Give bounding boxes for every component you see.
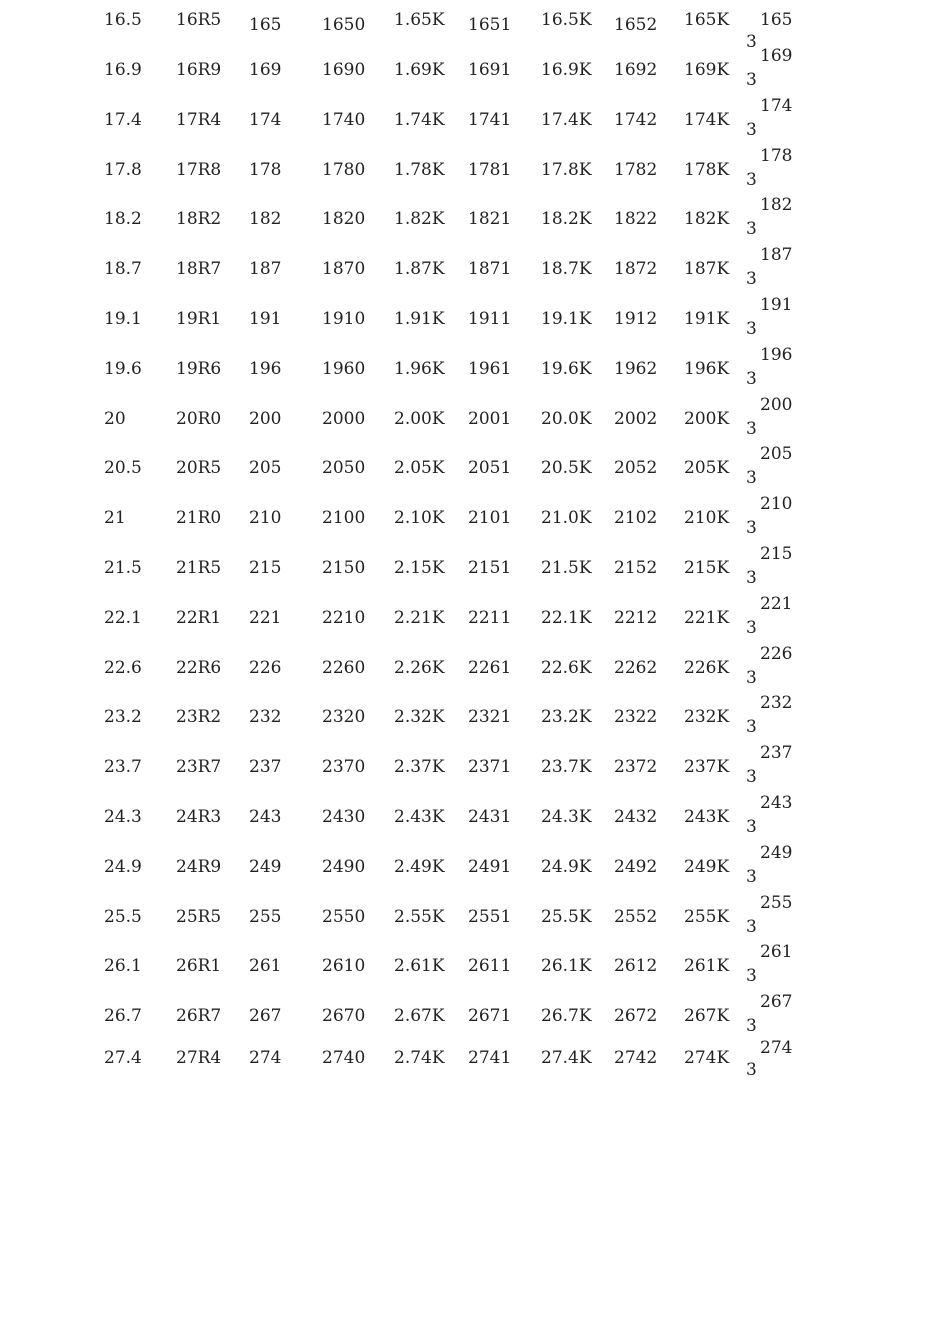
cell-col-1: 21 <box>104 508 126 529</box>
cell-col-2: 17R8 <box>176 159 222 180</box>
cell-col-11: 3 <box>746 368 757 389</box>
cell-col-2: 23R2 <box>176 707 222 728</box>
cell-col-2: 27R4 <box>176 1048 222 1068</box>
cell-col-3: 187 <box>249 259 282 280</box>
cell-col-8: 1912 <box>614 309 658 329</box>
cell-col-7: 16.9K <box>541 60 592 80</box>
cell-col-6: 2101 <box>468 508 512 529</box>
cell-col-9: 191K <box>684 309 730 329</box>
cell-col-5: 1.69K <box>394 60 445 80</box>
cell-col-4: 2100 <box>322 508 366 529</box>
table-row <box>0 496 950 546</box>
cell-col-10: 215 <box>760 544 793 564</box>
cell-col-11: 3 <box>746 1016 757 1037</box>
cell-col-11: 3 <box>746 617 757 638</box>
table-row <box>0 394 950 447</box>
cell-col-11: 3 <box>746 119 757 140</box>
cell-col-3: 174 <box>249 109 282 130</box>
table-row <box>0 593 950 646</box>
cell-col-6: 2001 <box>468 408 512 429</box>
cell-col-5: 2.21K <box>394 607 445 628</box>
cell-col-11: 3 <box>746 568 757 588</box>
table-row <box>0 994 950 1044</box>
cell-col-5: 2.61K <box>394 956 445 977</box>
cell-col-4: 2550 <box>322 906 366 927</box>
cell-col-2: 20R5 <box>176 458 222 479</box>
cell-col-3: 261 <box>249 956 282 977</box>
cell-col-2: 17R4 <box>176 109 222 130</box>
cell-col-8: 2102 <box>614 508 658 529</box>
cell-col-2: 26R1 <box>176 956 222 977</box>
cell-col-2: 22R1 <box>176 607 222 628</box>
cell-col-3: 196 <box>249 358 282 379</box>
cell-col-6: 1691 <box>468 60 512 80</box>
cell-col-2: 24R3 <box>176 807 222 827</box>
cell-col-5: 2.32K <box>394 707 445 728</box>
cell-col-4: 2150 <box>322 558 366 578</box>
cell-col-8: 2002 <box>614 408 658 429</box>
cell-col-7: 16.5K <box>541 10 592 30</box>
cell-col-3: 215 <box>249 558 282 578</box>
cell-col-9: 200K <box>684 408 730 429</box>
cell-col-10: 237 <box>760 743 793 764</box>
cell-col-2: 16R9 <box>176 60 222 80</box>
cell-col-1: 21.5 <box>104 558 142 578</box>
cell-col-7: 21.5K <box>541 558 592 578</box>
cell-col-2: 22R6 <box>176 657 222 678</box>
cell-col-8: 1782 <box>614 159 658 180</box>
cell-col-3: 226 <box>249 657 282 678</box>
cell-col-6: 2371 <box>468 757 512 778</box>
cell-col-10: 210 <box>760 494 793 515</box>
cell-col-7: 24.3K <box>541 807 592 827</box>
cell-col-6: 2491 <box>468 856 512 877</box>
cell-col-6: 2671 <box>468 1006 512 1027</box>
cell-col-8: 2322 <box>614 707 658 728</box>
cell-col-4: 2050 <box>322 458 366 479</box>
cell-col-1: 16.9 <box>104 60 142 80</box>
cell-col-6: 2321 <box>468 707 512 728</box>
cell-col-3: 237 <box>249 757 282 778</box>
table-row <box>0 795 950 845</box>
cell-col-5: 1.78K <box>394 159 445 180</box>
cell-col-5: 2.10K <box>394 508 445 529</box>
cell-col-4: 2260 <box>322 657 366 678</box>
cell-col-8: 2262 <box>614 657 658 678</box>
cell-col-11: 3 <box>746 70 757 90</box>
cell-col-7: 21.0K <box>541 508 592 529</box>
cell-col-3: 178 <box>249 159 282 180</box>
cell-col-11: 3 <box>746 1060 757 1075</box>
cell-col-6: 2741 <box>468 1048 512 1068</box>
cell-col-2: 19R1 <box>176 309 222 329</box>
cell-col-4: 1910 <box>322 309 366 329</box>
cell-col-5: 2.43K <box>394 807 445 827</box>
cell-col-5: 1.82K <box>394 209 445 230</box>
cell-col-5: 1.74K <box>394 109 445 130</box>
cell-col-6: 1871 <box>468 259 512 280</box>
cell-col-3: 243 <box>249 807 282 827</box>
cell-col-8: 2212 <box>614 607 658 628</box>
cell-col-2: 21R5 <box>176 558 222 578</box>
cell-col-4: 2430 <box>322 807 366 827</box>
cell-col-9: 261K <box>684 956 730 977</box>
cell-col-9: 174K <box>684 109 730 130</box>
cell-col-1: 27.4 <box>104 1048 142 1068</box>
cell-col-8: 1692 <box>614 60 658 80</box>
cell-col-8: 1742 <box>614 109 658 130</box>
cell-col-5: 2.00K <box>394 408 445 429</box>
cell-col-7: 19.1K <box>541 309 592 329</box>
cell-col-4: 1650 <box>322 15 366 35</box>
cell-col-1: 20.5 <box>104 458 142 479</box>
cell-col-9: 169K <box>684 60 730 80</box>
cell-col-8: 2742 <box>614 1048 658 1068</box>
cell-col-7: 22.1K <box>541 607 592 628</box>
cell-col-6: 1961 <box>468 358 512 379</box>
cell-col-10: 249 <box>760 842 793 863</box>
cell-col-6: 1741 <box>468 109 512 130</box>
cell-col-4: 1690 <box>322 60 366 80</box>
cell-col-4: 2740 <box>322 1048 366 1068</box>
cell-col-1: 19.6 <box>104 358 142 379</box>
cell-col-4: 1740 <box>322 109 366 130</box>
cell-col-4: 2610 <box>322 956 366 977</box>
cell-col-1: 25.5 <box>104 906 142 927</box>
cell-col-10: 226 <box>760 643 793 664</box>
table-row <box>0 842 950 895</box>
cell-col-4: 1870 <box>322 259 366 280</box>
cell-col-5: 2.37K <box>394 757 445 778</box>
cell-col-1: 26.7 <box>104 1006 142 1027</box>
cell-col-7: 23.2K <box>541 707 592 728</box>
cell-col-1: 18.2 <box>104 209 142 230</box>
cell-col-4: 1820 <box>322 209 366 230</box>
cell-col-6: 1781 <box>468 159 512 180</box>
cell-col-9: 205K <box>684 458 730 479</box>
cell-col-11: 3 <box>746 767 757 788</box>
cell-col-11: 3 <box>746 169 757 190</box>
cell-col-8: 2612 <box>614 956 658 977</box>
cell-col-1: 24.3 <box>104 807 142 827</box>
cell-col-11: 3 <box>746 32 757 52</box>
cell-col-6: 2211 <box>468 607 512 628</box>
cell-col-10: 274 <box>760 1038 793 1058</box>
cell-col-11: 3 <box>746 269 757 290</box>
cell-col-9: 243K <box>684 807 730 827</box>
cell-col-4: 1960 <box>322 358 366 379</box>
cell-col-11: 3 <box>746 966 757 987</box>
cell-col-10: 165 <box>760 10 793 30</box>
cell-col-1: 17.8 <box>104 159 142 180</box>
table-row <box>0 892 950 945</box>
table-row <box>0 446 950 496</box>
cell-col-3: 221 <box>249 607 282 628</box>
cell-col-4: 2320 <box>322 707 366 728</box>
cell-col-7: 23.7K <box>541 757 592 778</box>
cell-col-5: 1.87K <box>394 259 445 280</box>
cell-col-9: 196K <box>684 358 730 379</box>
cell-col-3: 249 <box>249 856 282 877</box>
cell-col-6: 1911 <box>468 309 512 329</box>
cell-col-6: 2431 <box>468 807 512 827</box>
table-row <box>0 643 950 696</box>
cell-col-6: 1651 <box>468 15 512 35</box>
cell-col-1: 26.1 <box>104 956 142 977</box>
cell-col-10: 221 <box>760 593 793 614</box>
cell-col-11: 3 <box>746 717 757 738</box>
cell-col-11: 3 <box>746 866 757 887</box>
cell-col-8: 2492 <box>614 856 658 877</box>
cell-col-1: 16.5 <box>104 10 142 30</box>
cell-col-9: 187K <box>684 259 730 280</box>
cell-col-10: 243 <box>760 793 793 813</box>
cell-col-9: 221K <box>684 607 730 628</box>
cell-col-7: 18.7K <box>541 259 592 280</box>
cell-col-1: 23.2 <box>104 707 142 728</box>
cell-col-9: 274K <box>684 1048 730 1068</box>
cell-col-9: 267K <box>684 1006 730 1027</box>
cell-col-7: 25.5K <box>541 906 592 927</box>
table-row <box>0 247 950 297</box>
cell-col-10: 191 <box>760 295 793 315</box>
cell-col-7: 27.4K <box>541 1048 592 1068</box>
cell-col-8: 2372 <box>614 757 658 778</box>
cell-col-8: 2152 <box>614 558 658 578</box>
cell-col-3: 200 <box>249 408 282 429</box>
cell-col-5: 2.49K <box>394 856 445 877</box>
cell-col-9: 226K <box>684 657 730 678</box>
cell-col-7: 26.1K <box>541 956 592 977</box>
cell-col-6: 2051 <box>468 458 512 479</box>
cell-col-7: 18.2K <box>541 209 592 230</box>
cell-col-3: 205 <box>249 458 282 479</box>
table-row <box>0 944 950 994</box>
table-row <box>0 745 950 795</box>
cell-col-11: 3 <box>746 817 757 837</box>
cell-col-5: 2.67K <box>394 1006 445 1027</box>
cell-col-1: 23.7 <box>104 757 142 778</box>
cell-col-5: 2.55K <box>394 906 445 927</box>
cell-col-5: 1.65K <box>394 10 445 30</box>
cell-col-8: 2052 <box>614 458 658 479</box>
table-row <box>0 1038 950 1075</box>
cell-col-3: 274 <box>249 1048 282 1068</box>
cell-col-9: 178K <box>684 159 730 180</box>
cell-col-7: 20.0K <box>541 408 592 429</box>
cell-col-6: 2551 <box>468 906 512 927</box>
cell-col-1: 24.9 <box>104 856 142 877</box>
cell-col-10: 178 <box>760 145 793 166</box>
cell-col-10: 205 <box>760 444 793 465</box>
cell-col-11: 3 <box>746 518 757 539</box>
cell-col-7: 26.7K <box>541 1006 592 1027</box>
cell-col-11: 3 <box>746 319 757 339</box>
cell-col-6: 2611 <box>468 956 512 977</box>
cell-col-2: 19R6 <box>176 358 222 379</box>
cell-col-2: 25R5 <box>176 906 222 927</box>
cell-col-8: 1652 <box>614 15 658 35</box>
cell-col-10: 255 <box>760 892 793 913</box>
cell-col-8: 2672 <box>614 1006 658 1027</box>
cell-col-8: 1962 <box>614 358 658 379</box>
cell-col-9: 249K <box>684 856 730 877</box>
cell-col-3: 255 <box>249 906 282 927</box>
cell-col-7: 22.6K <box>541 657 592 678</box>
cell-col-10: 232 <box>760 693 793 714</box>
cell-col-9: 215K <box>684 558 730 578</box>
cell-col-9: 182K <box>684 209 730 230</box>
cell-col-5: 2.26K <box>394 657 445 678</box>
cell-col-10: 200 <box>760 394 793 415</box>
cell-col-8: 1822 <box>614 209 658 230</box>
cell-col-1: 17.4 <box>104 109 142 130</box>
cell-col-7: 20.5K <box>541 458 592 479</box>
cell-col-10: 261 <box>760 942 793 963</box>
cell-col-2: 24R9 <box>176 856 222 877</box>
cell-col-1: 18.7 <box>104 259 142 280</box>
cell-col-4: 2210 <box>322 607 366 628</box>
cell-col-1: 22.1 <box>104 607 142 628</box>
cell-col-10: 187 <box>760 245 793 266</box>
cell-col-9: 255K <box>684 906 730 927</box>
cell-col-7: 17.4K <box>541 109 592 130</box>
cell-col-10: 174 <box>760 95 793 116</box>
cell-col-9: 237K <box>684 757 730 778</box>
cell-col-8: 2432 <box>614 807 658 827</box>
table-row <box>0 546 950 596</box>
cell-col-6: 1821 <box>468 209 512 230</box>
cell-col-10: 182 <box>760 195 793 216</box>
cell-col-5: 2.15K <box>394 558 445 578</box>
table-row <box>0 145 950 198</box>
cell-col-9: 165K <box>684 10 730 30</box>
cell-col-5: 2.05K <box>394 458 445 479</box>
cell-col-10: 267 <box>760 992 793 1013</box>
cell-col-4: 2000 <box>322 408 366 429</box>
cell-col-4: 2490 <box>322 856 366 877</box>
cell-col-11: 3 <box>746 468 757 489</box>
cell-col-4: 2370 <box>322 757 366 778</box>
cell-col-7: 19.6K <box>541 358 592 379</box>
cell-col-2: 20R0 <box>176 408 222 429</box>
cell-col-1: 22.6 <box>104 657 142 678</box>
cell-col-5: 2.74K <box>394 1048 445 1068</box>
cell-col-3: 182 <box>249 209 282 230</box>
cell-col-11: 3 <box>746 418 757 439</box>
table-row <box>0 0 950 52</box>
cell-col-11: 3 <box>746 916 757 937</box>
cell-col-2: 18R2 <box>176 209 222 230</box>
cell-col-11: 3 <box>746 219 757 240</box>
cell-col-3: 165 <box>249 15 282 35</box>
cell-col-2: 23R7 <box>176 757 222 778</box>
cell-col-3: 210 <box>249 508 282 529</box>
cell-col-5: 1.91K <box>394 309 445 329</box>
table-row <box>0 344 950 397</box>
cell-col-1: 20 <box>104 408 126 429</box>
cell-col-9: 232K <box>684 707 730 728</box>
cell-col-10: 196 <box>760 344 793 365</box>
cell-col-9: 210K <box>684 508 730 529</box>
table-row <box>0 297 950 347</box>
table-row <box>0 95 950 148</box>
cell-col-7: 24.9K <box>541 856 592 877</box>
cell-col-3: 232 <box>249 707 282 728</box>
cell-col-4: 1780 <box>322 159 366 180</box>
cell-col-8: 2552 <box>614 906 658 927</box>
cell-col-2: 18R7 <box>176 259 222 280</box>
cell-col-8: 1872 <box>614 259 658 280</box>
table-row <box>0 695 950 745</box>
table-row <box>0 48 950 98</box>
cell-col-2: 26R7 <box>176 1006 222 1027</box>
cell-col-4: 2670 <box>322 1006 366 1027</box>
cell-col-3: 191 <box>249 309 282 329</box>
cell-col-7: 17.8K <box>541 159 592 180</box>
cell-col-2: 16R5 <box>176 10 222 30</box>
cell-col-1: 19.1 <box>104 309 142 329</box>
table-row <box>0 197 950 247</box>
cell-col-6: 2151 <box>468 558 512 578</box>
cell-col-5: 1.96K <box>394 358 445 379</box>
cell-col-10: 169 <box>760 46 793 66</box>
cell-col-6: 2261 <box>468 657 512 678</box>
cell-col-2: 21R0 <box>176 508 222 529</box>
cell-col-11: 3 <box>746 667 757 688</box>
cell-col-3: 267 <box>249 1006 282 1027</box>
cell-col-3: 169 <box>249 60 282 80</box>
